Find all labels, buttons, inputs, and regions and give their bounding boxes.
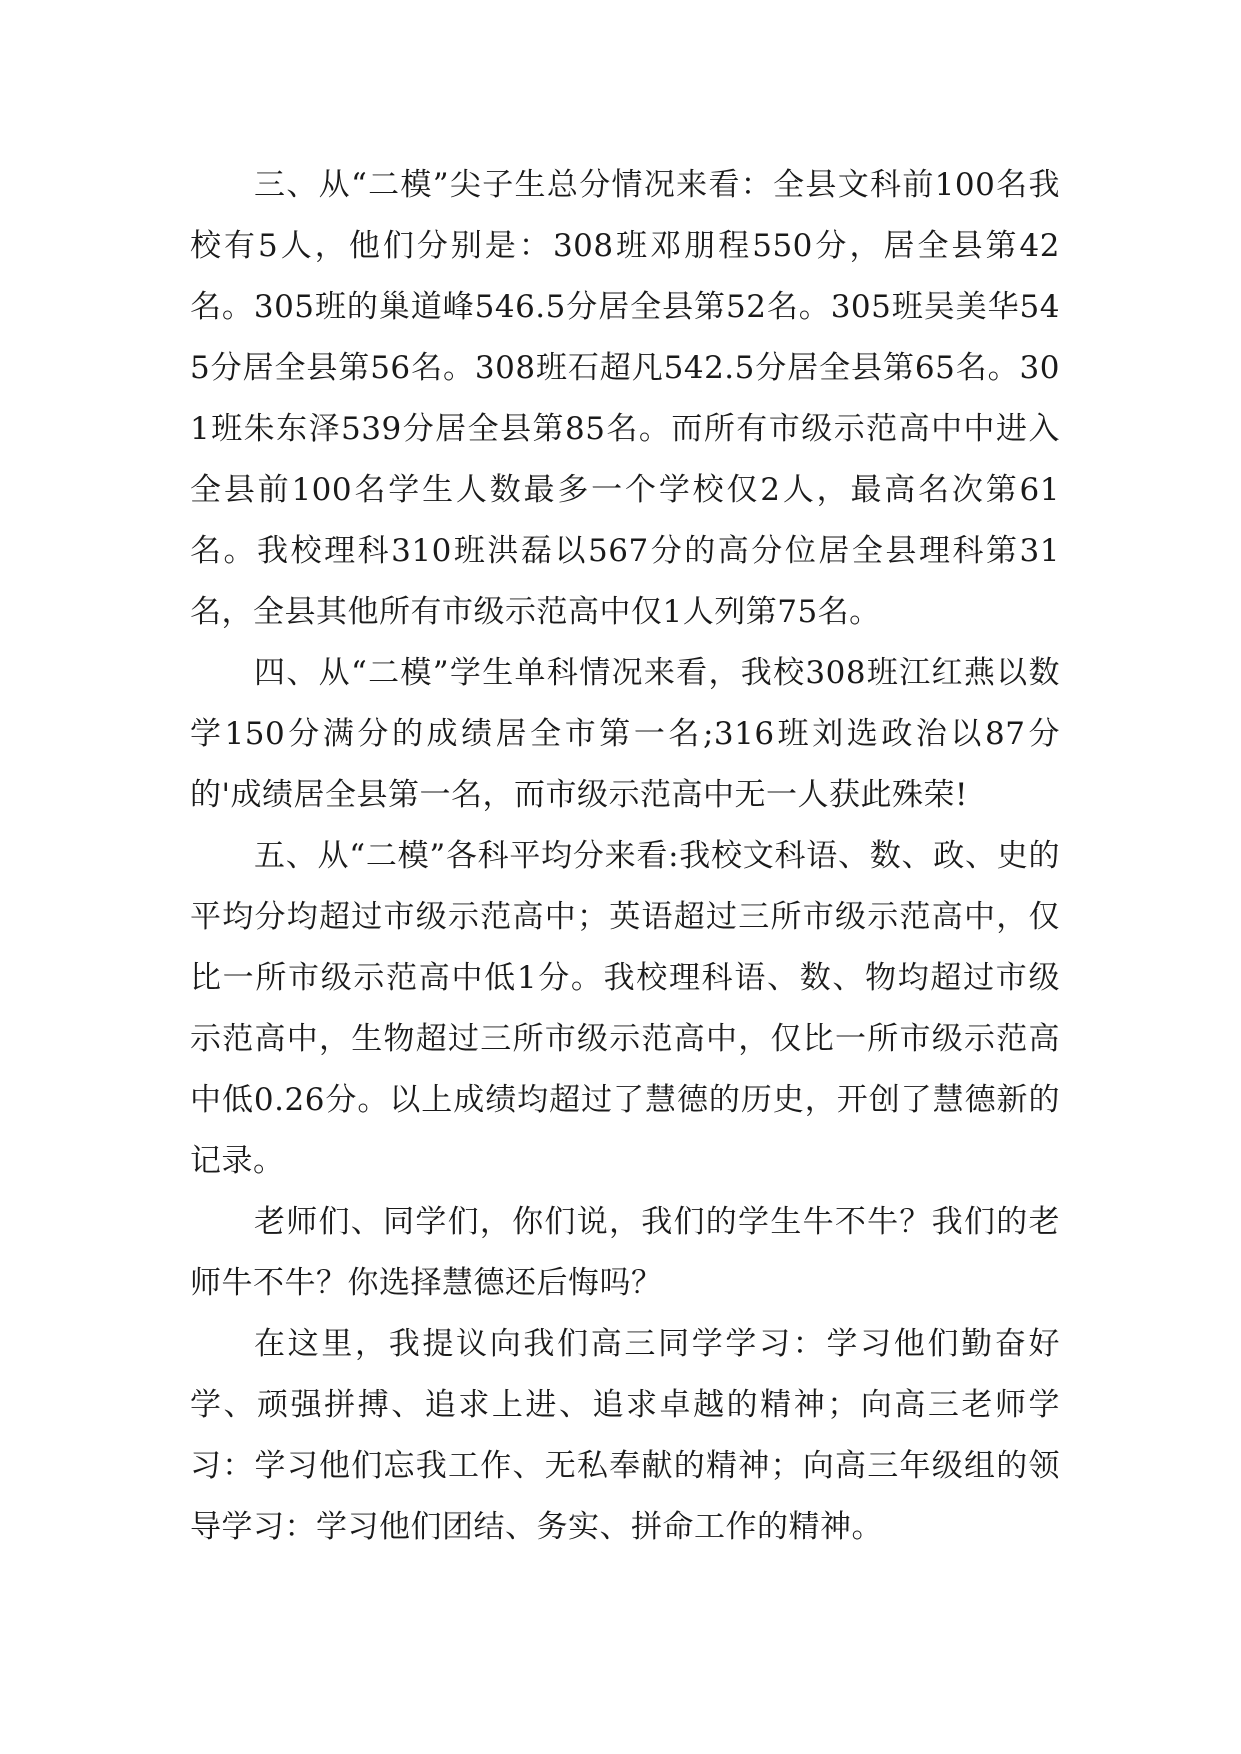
paragraph-top-students: 三、从“二模”尖子生总分情况来看：全县文科前100名我校有5人，他们分别是：308班邓朋程550分，居全县第42名。305班的巢道峰546.5分居全县第52名。305班吴美华545分居全县第56名。308班石超凡542.5分居全县第65名。301班朱东泽539分居全县第85名。而所有市级示范高中中进入全县前100名学生人数最多一个学校仅2人，最高名次第61名。我校理科310班洪磊以567分的高分位居全县理科第31名，全县其他所有市级示范高中仅1人列第75名。 bbox=[190, 167, 1060, 630]
paragraph-question: 老师们、同学们，你们说，我们的学生牛不牛？我们的老师牛不牛？你选择慧德还后悔吗？ bbox=[190, 1204, 1060, 1301]
document-body bbox=[190, 155, 1060, 1558]
paragraph-average-scores: 五、从“二模”各科平均分来看:我校文科语、数、政、史的平均分均超过市级示范高中；英语超过三所市级示范高中，仅比一所市级示范高中低1分。我校理科语、数、物均超过市级示范高中，生物超过三所市级示范高中，仅比一所市级示范高中低0.26分。以上成绩均超过了慧德的历史，开创了慧德新的记录。 bbox=[190, 838, 1060, 1179]
paragraph-single-subject: 四、从“二模”学生单科情况来看，我校308班江红燕以数学150分满分的成绩居全市第一名;316班刘选政治以87分的'成绩居全县第一名，而市级示范高中无一人获此殊荣! bbox=[190, 655, 1060, 813]
paragraph-proposal: 在这里，我提议向我们高三同学学习：学习他们勤奋好学、顽强拼搏、追求上进、追求卓越的精神；向高三老师学习：学习他们忘我工作、无私奉献的精神；向高三年级组的领导学习：学习他们团结、务实、拼命工作的精神。 bbox=[190, 1326, 1060, 1545]
